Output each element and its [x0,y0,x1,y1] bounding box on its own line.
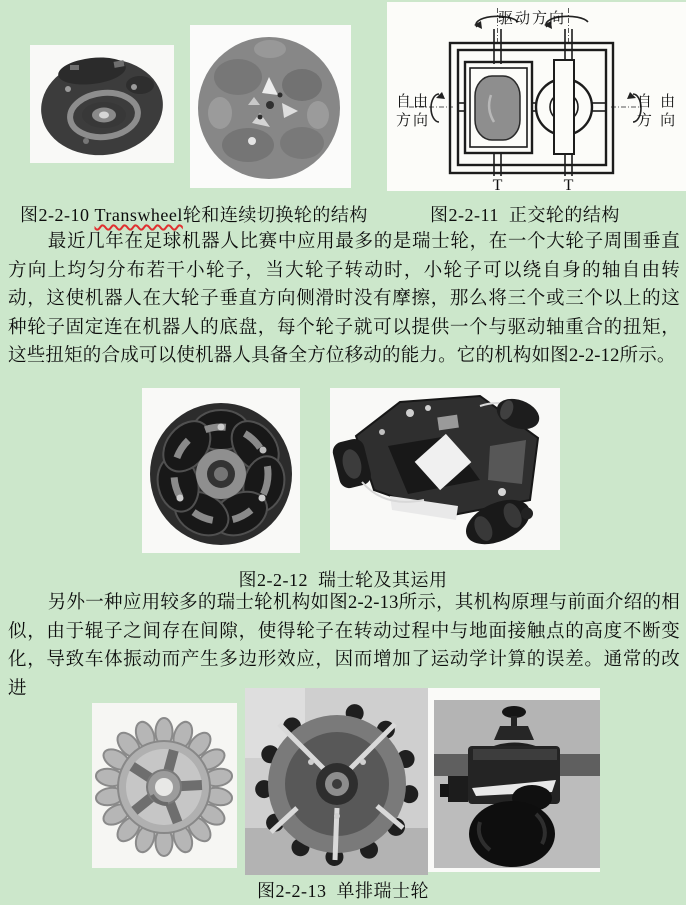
continuous-switching-wheel-photo [190,25,351,188]
robot-chassis-photo [330,388,560,550]
caption-fig-2-2-10-transwheel: Transwheel [94,205,183,225]
three-rod-swiss-wheel-photo [245,688,428,875]
caption-fig-2-2-11: 图2-2-11 正交轮的结构 [430,205,620,225]
single-row-swiss-wheel-photo [92,703,237,868]
caption-fig-2-2-10 [20,201,368,227]
paragraph-single-row-swiss-wheel: 另外一种应用较多的瑞士轮机构如图2-2-13所示，其机构原理与前面介绍的相似，由于辊子之间存在间隙，使得轮子在转动过程中与地面接触点的高度不断变化，导致车体振动而产生多边形效应，因而增加了运动学计算的误差。通常的改进 [8,593,680,699]
robot-chassis-art [330,388,560,550]
free-direction-right-label-2: 方 向 [636,112,678,129]
t-mark-left: T [492,177,503,191]
orthogonal-wheel-diagram-art [387,2,686,191]
drive-direction-label: 驱动方向 [497,10,567,27]
three-rod-swiss-wheel-art [245,688,428,875]
caption-fig-2-2-12: 图2-2-12 瑞士轮及其运用 [238,570,448,590]
free-direction-left-label-2: 方向 [395,112,431,129]
free-direction-right-label-1: 自 由 [636,93,678,110]
swiss-wheel-art [142,388,300,553]
swiss-wheel-photo [142,388,300,553]
transwheel-photo-art [30,45,174,163]
caption-fig-2-2-10-suffix: 轮和连续切换轮的结构 [182,205,368,225]
single-row-swiss-wheel-art [92,703,237,868]
caption-fig-2-2-13: 图2-2-13 单排瑞士轮 [257,881,429,901]
paragraph-swiss-wheel-intro: 最近几年在足球机器人比赛中应用最多的是瑞士轮，在一个大轮子周围垂直方向上均匀分布若干小轮子，当大轮子转动时，小轮子可以绕自身的轴自由转动，这使机器人在大轮子垂直方向侧滑时没有摩擦，那么将三个或三个以上的这种轮子固定连在机器人的底盘，每个轮子就可以提供一个与驱动轴重合的扭矩，这些扭矩的合成可以使机器人具备全方位移动的能力。它的机构如图2-2-12所示。 [8,232,680,366]
orthogonal-wheel-diagram [387,2,686,191]
t-mark-right: T [563,177,574,191]
caption-fig-2-2-10-prefix: 图2-2-10 [20,205,95,225]
free-direction-left-label-1: 自由 [395,93,431,110]
swiss-wheel-robot-photo [428,688,600,872]
continuous-switching-wheel-art [190,25,351,188]
transwheel-photo [30,45,174,163]
swiss-wheel-robot-art [428,688,600,872]
